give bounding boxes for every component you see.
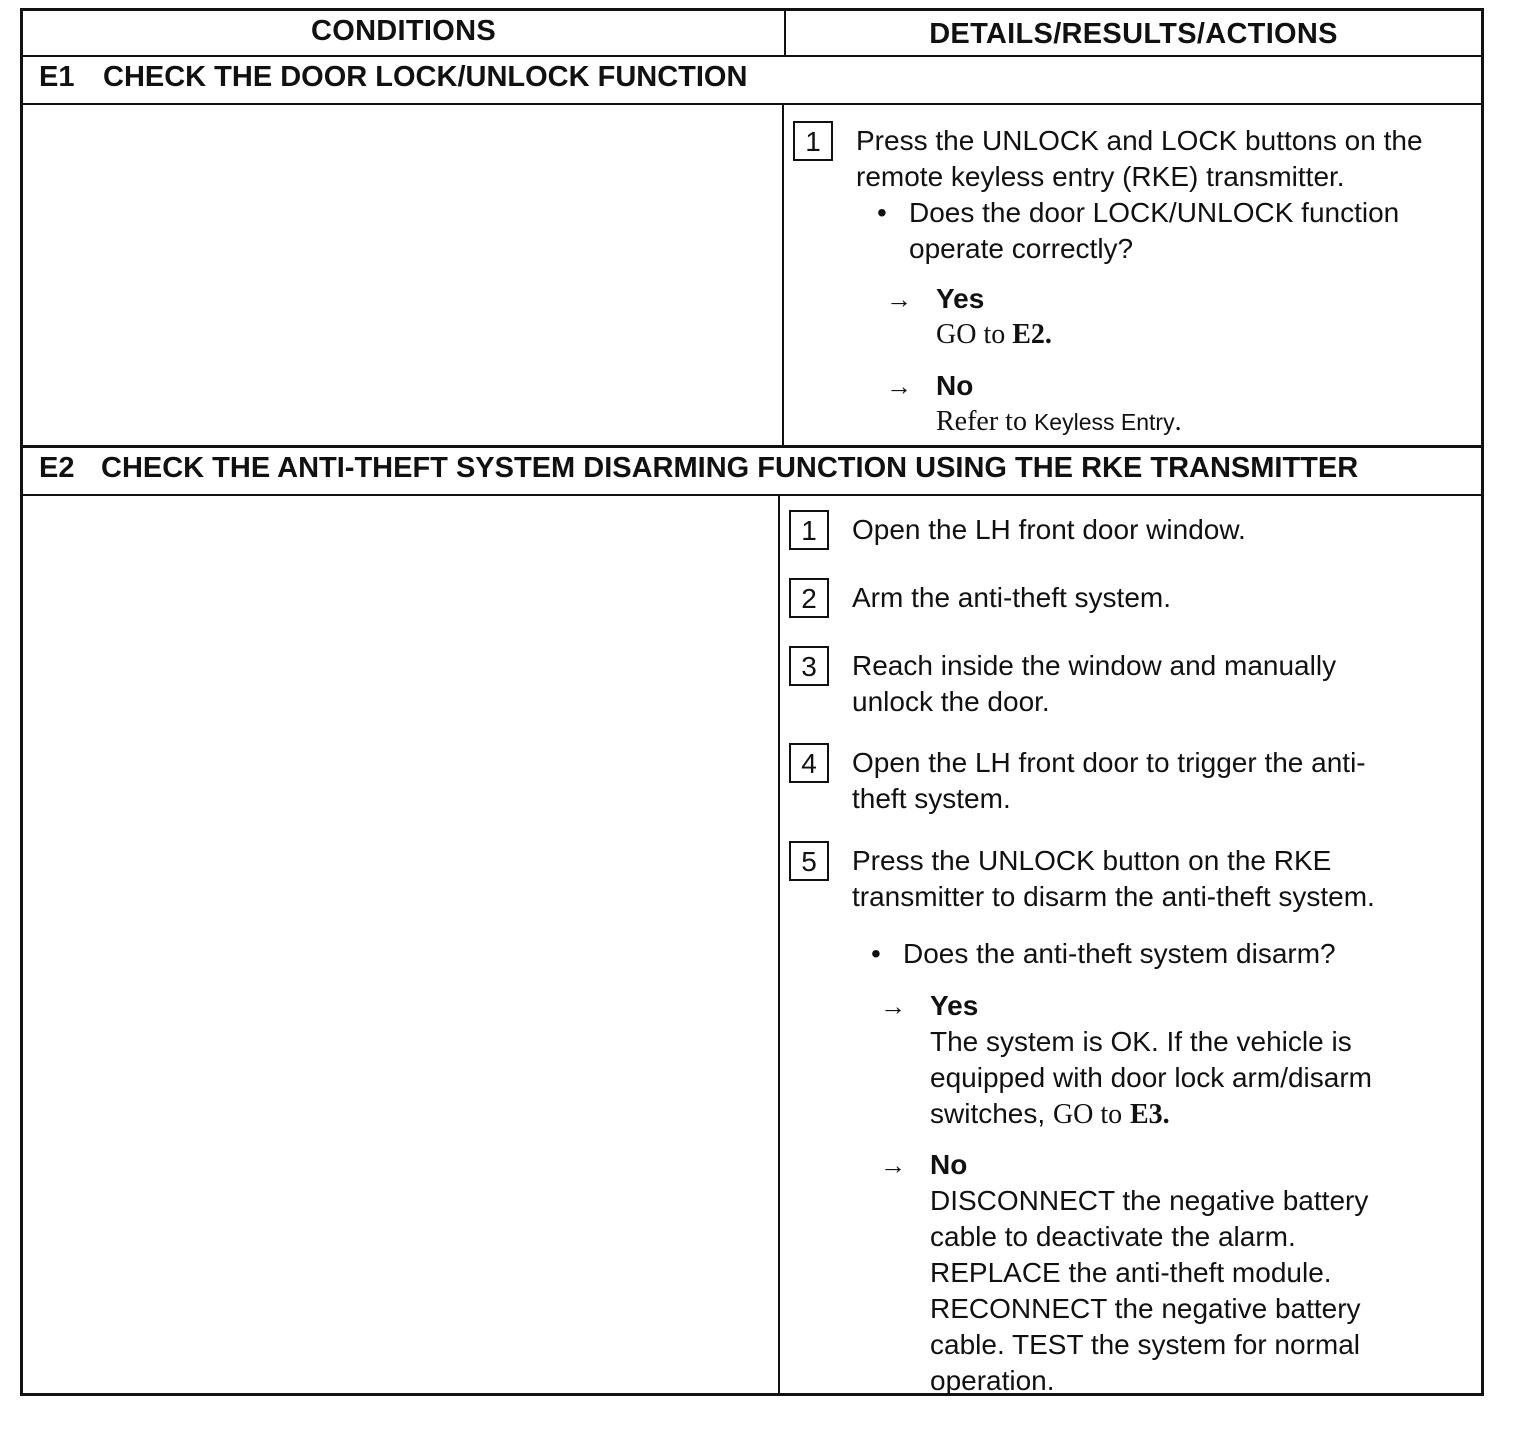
step-text: Press the UNLOCK and LOCK buttons on the remote keyless entry (RKE) transmitter. [856, 125, 1423, 192]
yes-label: Yes [930, 990, 979, 1021]
section-title: CHECK THE DOOR LOCK/UNLOCK FUNCTION [103, 61, 748, 93]
diagnostic-table [20, 8, 1484, 1396]
no-action: Refer to Keyless Entry. [936, 406, 1182, 437]
step-text: Reach inside the window and manually unlock the door. [852, 650, 1337, 717]
arrow-icon: → [880, 991, 906, 1021]
question-text: Does the anti-theft system disarm? [903, 938, 1336, 969]
no-action: DISCONNECT the negative battery cable to deactivate the alarm. REPLACE the anti-theft module. RECONNECT the negative battery cable. TEST the system for normal operation. [930, 1185, 1369, 1396]
section-code: E1 [39, 61, 75, 93]
step-number-box: 3 [789, 646, 829, 686]
details-cell [780, 496, 1481, 1396]
question-text: Does the door LOCK/UNLOCK function operate correctly? [909, 197, 1400, 264]
reference-link: Keyless Entry [1033, 409, 1175, 435]
goto-target: E3. [1129, 1099, 1170, 1130]
step-number-box: 5 [789, 841, 829, 881]
table-header [23, 11, 1481, 57]
conditions-header: CONDITIONS [23, 11, 786, 55]
details-cell [784, 105, 1481, 445]
yes-label: Yes [936, 283, 985, 314]
bullet-icon: • [871, 938, 881, 969]
no-label: No [930, 1149, 968, 1180]
arrow-icon: → [886, 284, 912, 314]
bullet-icon: • [877, 197, 887, 228]
step-number-box: 2 [789, 578, 829, 618]
yes-action: GO to E2. [936, 319, 1052, 350]
arrow-icon: → [886, 371, 912, 401]
section-e2-body [23, 496, 1481, 1396]
section-e1-title-row [23, 57, 1481, 105]
step-number-box: 1 [793, 121, 833, 161]
arrow-icon: → [880, 1150, 906, 1180]
section-code: E2 [39, 452, 75, 484]
step-number-box: 4 [789, 743, 829, 783]
section-e2-title-row [23, 448, 1481, 496]
step-number-box: 1 [789, 510, 829, 550]
details-header: DETAILS/RESULTS/ACTIONS [929, 18, 1338, 50]
step-text: Open the LH front door to trigger the anti-theft system. [852, 747, 1366, 814]
section-title: CHECK THE ANTI-THEFT SYSTEM DISARMING FUNCTION USING THE RKE TRANSMITTER [101, 452, 1359, 484]
section-e1-body [23, 105, 1481, 448]
step-text: Press the UNLOCK button on the RKE transmitter to disarm the anti-theft system. [852, 845, 1375, 912]
step-text: Open the LH front door window. [852, 514, 1246, 545]
step-text: Arm the anti-theft system. [852, 582, 1171, 613]
yes-action: The system is OK. If the vehicle is equipped with door lock arm/disarm switches, GO to E3. [930, 1026, 1372, 1130]
goto-target: E2. [1012, 319, 1052, 350]
no-label: No [936, 370, 974, 401]
